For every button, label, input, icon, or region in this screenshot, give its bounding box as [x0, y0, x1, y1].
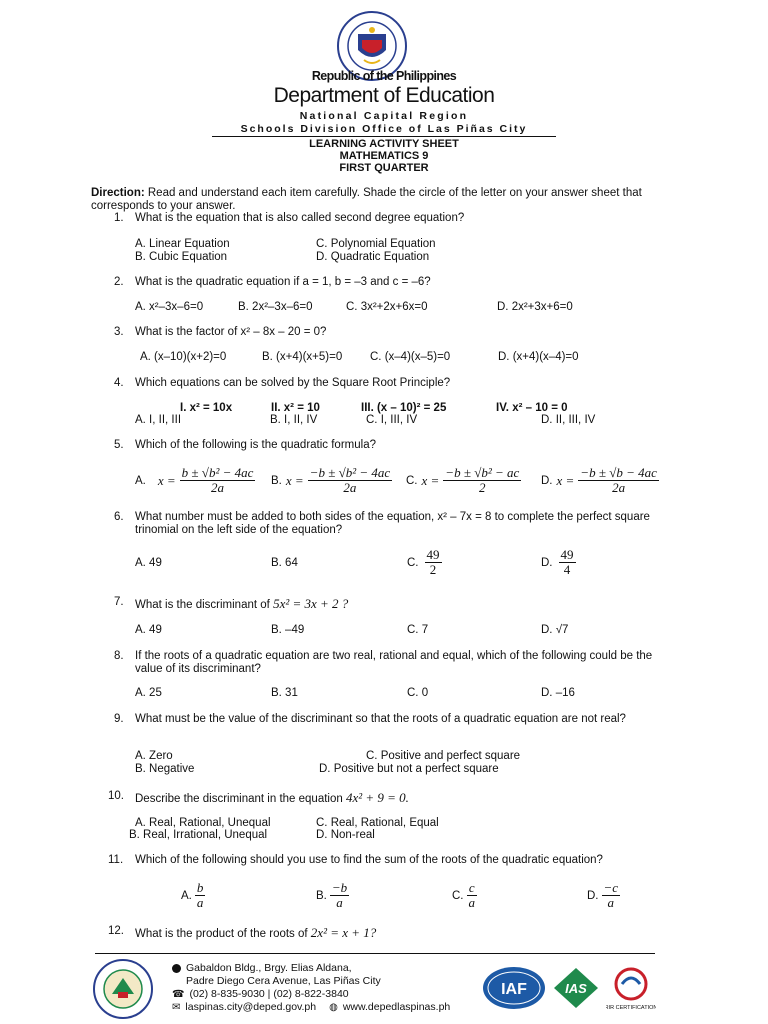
q2-choice-d: D. 2x²+3x+6=0 — [497, 301, 573, 313]
q10-choice-d: D. Non-real — [316, 829, 375, 841]
q10-expression: 4x² + 9 = 0. — [345, 790, 409, 805]
q11-d-label: D. — [587, 889, 599, 902]
q4-number: 4. — [114, 377, 124, 389]
rir-logo — [606, 966, 656, 1012]
iaf-logo — [482, 966, 546, 1010]
iaf-text: IAF — [501, 981, 527, 998]
q7-stem — [135, 596, 348, 612]
q3-choice-a: A. (x–10)(x+2)=0 — [140, 351, 227, 363]
q5-choice-d — [541, 466, 659, 495]
q2-choice-c: C. 3x²+2x+6x=0 — [346, 301, 428, 313]
footer-phone: (02) 8-835-9030 | (02) 8-822-3840 — [189, 988, 349, 1000]
q7-expression: 5x² = 3x + 2 ? — [273, 596, 349, 611]
email-icon: ✉ — [172, 1002, 181, 1013]
q11-b-denominator: a — [336, 895, 343, 910]
q4-choice-d: D. II, III, IV — [541, 414, 596, 426]
q11-a-denominator: a — [196, 895, 204, 910]
q5-d-x: x = — [556, 472, 575, 488]
q5-b-numerator: −b ± √b² − 4ac — [309, 465, 391, 480]
q6-d-denominator: 4 — [563, 562, 571, 577]
q7-choice-a: A. 49 — [135, 624, 162, 636]
q11-c-numerator: c — [468, 880, 475, 895]
region-line: National Capital Region — [299, 110, 469, 122]
q3-choice-b: B. (x+4)(x+5)=0 — [262, 351, 343, 363]
q4-choice-c: C. I, III, IV — [366, 414, 418, 426]
q1-choice-d: D. Quadratic Equation — [316, 251, 430, 263]
q8-choice-d: D. –16 — [541, 687, 575, 699]
q3-choice-d: D. (x+4)(x–4)=0 — [498, 351, 579, 363]
q11-d-numerator: −c — [603, 880, 619, 895]
q5-d-label: D. — [541, 474, 553, 487]
q4-statement-i: I. x² = 10x — [180, 402, 233, 414]
footer-divider — [95, 953, 655, 954]
q2-text: What is the quadratic equation if a = 1, b = –3 and c = –6? — [135, 276, 431, 288]
q5-a-denominator: 2a — [211, 480, 225, 495]
q5-choice-a — [135, 466, 255, 495]
ias-text: IAS — [565, 981, 587, 996]
q5-b-label: B. — [271, 474, 282, 487]
department-title: Department of Education — [273, 84, 495, 107]
q12-text: What is the product of the roots of — [135, 928, 308, 940]
q5-text: Which of the following is the quadratic formula? — [135, 439, 376, 451]
direction — [91, 187, 701, 213]
footer-email: laspinas.city@deped.gov.ph — [185, 1001, 317, 1013]
q5-d-numerator: −b ± √b − 4ac — [580, 465, 657, 480]
q3-choice-c: C. (x–4)(x–5)=0 — [370, 351, 451, 363]
q2-number: 2. — [114, 276, 124, 288]
division-line: Schools Division Office of Las Piñas City — [240, 123, 528, 135]
q11-choice-d — [587, 881, 620, 910]
q8-text: If the roots of a quadratic equation are two real, rational and equal, which of the following could be the value of its discriminant? — [135, 650, 653, 675]
q5-b-x: x = — [285, 472, 304, 488]
q5-c-numerator: −b ± √b² − ac — [445, 465, 520, 480]
division-seal — [90, 958, 156, 1020]
q12-number: 12. — [108, 925, 124, 937]
q6-text: What number must be added to both sides of the equation, x² – 7x = 8 to complete the perfect square trinomial on the left side of the equation? — [135, 511, 650, 536]
q7-choice-c: C. 7 — [407, 624, 429, 636]
rir-text: RIR CERTIFICATION — [606, 1005, 656, 1011]
q7-number: 7. — [114, 596, 124, 608]
q6-d-numerator: 49 — [560, 547, 574, 562]
q11-choice-b — [316, 881, 349, 910]
q6-c-denominator: 2 — [429, 562, 437, 577]
phone-icon: ☎ — [172, 989, 185, 1000]
republic-line: Republic of the Philippines — [311, 69, 457, 83]
q11-c-label: C. — [452, 889, 464, 902]
q6-choice-c — [407, 548, 442, 577]
q3-text: What is the factor of x² – 8x – 20 = 0? — [135, 326, 327, 338]
q7-text: What is the discriminant of — [135, 599, 270, 611]
q3-number: 3. — [114, 326, 124, 338]
q9-choice-d: D. Positive but not a perfect square — [319, 763, 499, 775]
q11-b-label: B. — [316, 889, 327, 902]
q6-choice-a: A. 49 — [135, 557, 162, 569]
q10-choice-c: C. Real, Rational, Equal — [316, 817, 439, 829]
q10-stem — [135, 790, 409, 806]
q12-stem — [135, 925, 376, 941]
footer-address-2: Padre Diego Cera Avenue, Las Piñas City — [186, 975, 381, 987]
q9-number: 9. — [114, 713, 124, 725]
q4-choice-b: B. I, II, IV — [270, 414, 318, 426]
q11-d-denominator: a — [607, 895, 615, 910]
header-divider — [212, 136, 556, 137]
q6-choice-b: B. 64 — [271, 557, 298, 569]
q5-c-x: x = — [421, 472, 440, 488]
q1-choice-a: A. Linear Equation — [135, 238, 230, 250]
q11-a-label: A. — [181, 889, 192, 902]
q9-text: What must be the value of the discriminant so that the roots of a quadratic equation are not real? — [135, 713, 626, 725]
q1-text: What is the equation that is also called second degree equation? — [135, 212, 465, 224]
q8-choice-c: C. 0 — [407, 687, 429, 699]
q5-a-label: A. — [135, 474, 146, 487]
q5-choice-b — [271, 466, 392, 495]
q6-c-numerator: 49 — [426, 547, 440, 562]
q5-number: 5. — [114, 439, 124, 451]
q9-choice-c: C. Positive and perfect square — [366, 750, 521, 762]
footer-contact — [172, 962, 450, 1014]
q2-choice-a: A. x²–3x–6=0 — [135, 301, 204, 313]
q4-statement-ii: II. x² = 10 — [271, 402, 320, 414]
footer-website: www.depedlaspinas.ph — [342, 1001, 451, 1013]
q11-b-numerator: −b — [331, 880, 348, 895]
q6-choice-d — [541, 548, 576, 577]
q11-choice-a — [181, 881, 205, 910]
quarter-title: FIRST QUARTER — [339, 162, 429, 174]
q8-choice-a: A. 25 — [135, 687, 162, 699]
q10-choice-b: B. Real, Irrational, Unequal — [129, 829, 268, 841]
q5-choice-c — [406, 466, 521, 495]
q10-number: 10. — [108, 790, 124, 802]
direction-text: Read and understand each item carefully. Shade the circle of the letter on your answer sheet that corresponds to your answer. — [91, 187, 642, 212]
q7-choice-b: B. –49 — [271, 624, 305, 636]
q11-choice-c — [452, 881, 477, 910]
q8-choice-b: B. 31 — [271, 687, 298, 699]
q10-text: Describe the discriminant in the equation — [135, 793, 343, 805]
q1-number: 1. — [114, 212, 124, 224]
q5-c-label: C. — [406, 474, 418, 487]
q5-b-denominator: 2a — [343, 480, 357, 495]
q11-text: Which of the following should you use to find the sum of the roots of the quadratic equation? — [135, 854, 603, 866]
q11-c-denominator: a — [468, 895, 475, 910]
subject-title: MATHEMATICS 9 — [339, 150, 429, 162]
footer-address-1: Gabaldon Bldg., Brgy. Elias Aldana, — [186, 962, 352, 974]
q10-choice-a: A. Real, Rational, Unequal — [135, 817, 271, 829]
q11-a-numerator: b — [196, 880, 204, 895]
q2-choice-b: B. 2x²–3x–6=0 — [238, 301, 313, 313]
q4-statement-iv: IV. x² – 10 = 0 — [496, 402, 568, 414]
q5-a-numerator: b ± √b² − 4ac — [181, 465, 254, 480]
q6-number: 6. — [114, 511, 124, 523]
q5-a-x: x = — [157, 472, 176, 488]
q1-choice-b: B. Cubic Equation — [135, 251, 228, 263]
q12-expression: 2x² = x + 1? — [310, 925, 377, 940]
ias-logo — [552, 966, 600, 1010]
q6-d-label: D. — [541, 556, 553, 569]
direction-label: Direction: — [91, 187, 145, 199]
q9-choice-b: B. Negative — [135, 763, 195, 775]
location-icon — [172, 964, 181, 973]
q1-choice-c: C. Polynomial Equation — [316, 238, 436, 250]
q11-number: 11. — [108, 854, 124, 866]
q4-statement-iii: III. (x – 10)² = 25 — [361, 402, 447, 414]
q8-number: 8. — [114, 650, 124, 662]
q9-choice-a: A. Zero — [135, 750, 173, 762]
q5-c-denominator: 2 — [479, 480, 486, 495]
q6-c-label: C. — [407, 556, 419, 569]
q7-choice-d: D. √7 — [541, 624, 569, 636]
q5-d-denominator: 2a — [612, 480, 626, 495]
q4-text: Which equations can be solved by the Square Root Principle? — [135, 377, 451, 389]
sheet-title: LEARNING ACTIVITY SHEET — [309, 138, 459, 150]
globe-icon: ◍ — [329, 1002, 338, 1013]
q4-choice-a: A. I, II, III — [135, 414, 182, 426]
